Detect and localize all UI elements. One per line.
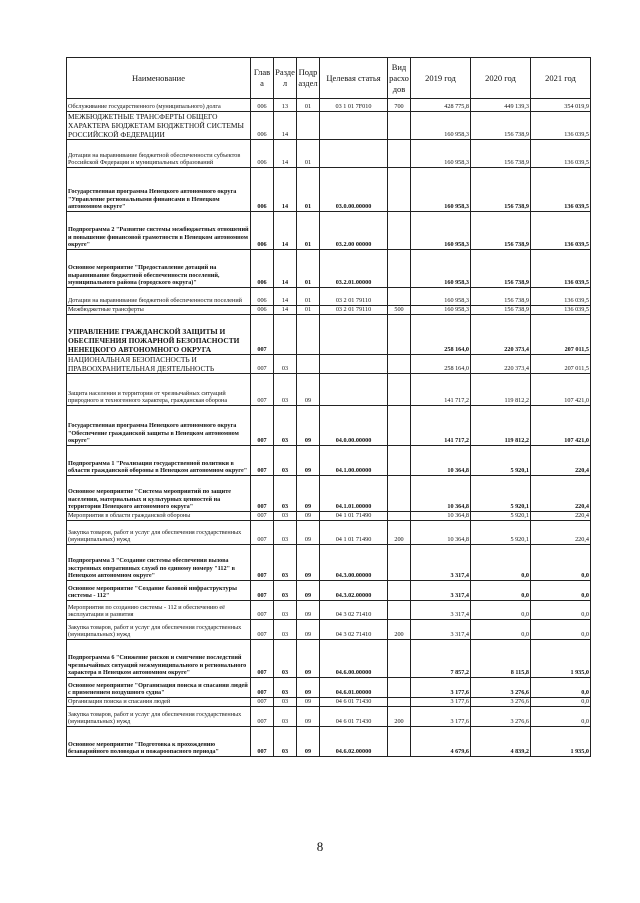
table-row [67, 512, 591, 521]
row-target-article-cell: 03.2.00 00000 [320, 212, 388, 250]
row-2019-cell: 10 364,8 [411, 512, 471, 521]
row-2021-cell: 0,0 [531, 601, 591, 620]
row-2020-cell: 3 276,6 [471, 698, 531, 707]
row-razdel-cell: 03 [274, 698, 297, 707]
row-podrazdel-cell: 09 [297, 698, 320, 707]
row-expense-type-cell [388, 601, 411, 620]
row-glava-cell: 006 [251, 140, 274, 168]
budget-table [66, 57, 591, 757]
row-2021-cell: 136 039,5 [531, 288, 591, 306]
row-expense-type-cell [388, 168, 411, 212]
row-podrazdel-cell: 09 [297, 545, 320, 581]
row-expense-type-cell [388, 640, 411, 678]
row-target-article-cell: 03 2 01 79110 [320, 306, 388, 315]
row-2019-cell: 3 317,4 [411, 601, 471, 620]
row-target-article-cell: 04 1 01 71490 [320, 512, 388, 521]
row-2019-cell: 3 317,4 [411, 620, 471, 640]
row-expense-type-cell: 700 [388, 99, 411, 112]
row-2021-cell: 354 019,9 [531, 99, 591, 112]
row-podrazdel-cell: 01 [297, 250, 320, 288]
row-2020-cell: 3 276,6 [471, 707, 531, 727]
row-2021-cell: 1 935,0 [531, 640, 591, 678]
row-podrazdel-cell: 09 [297, 640, 320, 678]
row-podrazdel-cell: 09 [297, 620, 320, 640]
row-target-article-cell: 04 6 01 71430 [320, 707, 388, 727]
row-expense-type-cell [388, 512, 411, 521]
table-header-row [67, 58, 591, 99]
row-2019-cell: 258 164,0 [411, 355, 471, 374]
row-2020-cell: 0,0 [471, 601, 531, 620]
row-2020-cell: 156 738,9 [471, 250, 531, 288]
row-razdel-cell: 03 [274, 640, 297, 678]
row-2021-cell: 220,4 [531, 521, 591, 545]
row-2021-cell: 0,0 [531, 678, 591, 698]
col-header-2019: 2019 год [411, 58, 471, 99]
row-expense-type-cell: 500 [388, 306, 411, 315]
row-2021-cell: 136 039,5 [531, 140, 591, 168]
row-2019-cell: 3 317,4 [411, 581, 471, 601]
table-row [67, 288, 591, 306]
row-2021-cell: 207 011,5 [531, 355, 591, 374]
row-target-article-cell: 04.1.00.00000 [320, 446, 388, 476]
row-target-article-cell: 04 1 01 71490 [320, 521, 388, 545]
row-target-article-cell [320, 374, 388, 406]
row-2019-cell: 160 958,3 [411, 250, 471, 288]
row-2020-cell: 5 920,1 [471, 512, 531, 521]
row-name-cell: МЕЖБЮДЖЕТНЫЕ ТРАНСФЕРТЫ ОБЩЕГО ХАРАКТЕРА БЮДЖЕТАМ БЮДЖЕТНОЙ СИСТЕМЫ РОССИЙСКОЙ ФЕДЕРАЦИИ [67, 112, 251, 140]
row-razdel-cell: 03 [274, 581, 297, 601]
row-2020-cell: 3 276,6 [471, 678, 531, 698]
row-2019-cell: 7 857,2 [411, 640, 471, 678]
row-expense-type-cell [388, 545, 411, 581]
table-row [67, 250, 591, 288]
row-razdel-cell: 03 [274, 678, 297, 698]
row-name-cell: Закупка товаров, работ и услуг для обеспечения государственных (муниципальных) нужд [67, 707, 251, 727]
row-expense-type-cell [388, 727, 411, 757]
row-2021-cell: 220,4 [531, 476, 591, 512]
table-row [67, 446, 591, 476]
row-razdel-cell: 03 [274, 521, 297, 545]
row-name-cell: Основное мероприятие "Создание базовой инфраструктуры системы - 112" [67, 581, 251, 601]
row-name-cell: УПРАВЛЕНИЕ ГРАЖДАНСКОЙ ЗАЩИТЫ И ОБЕСПЕЧЕНИЯ ПОЖАРНОЙ БЕЗОПАСНОСТИ НЕНЕЦКОГО АВТОНОМНОГО ОКРУГА [67, 315, 251, 355]
row-2021-cell: 1 935,0 [531, 727, 591, 757]
row-razdel-cell: 03 [274, 406, 297, 446]
row-2020-cell: 156 738,9 [471, 168, 531, 212]
row-target-article-cell: 03.2.01.00000 [320, 250, 388, 288]
col-header-razdel: Разде л [274, 58, 297, 99]
page-number: 8 [316, 839, 324, 854]
table-row [67, 727, 591, 757]
row-2020-cell: 5 920,1 [471, 521, 531, 545]
row-name-cell: Защита населения и территории от чрезвычайных ситуаций природного и техногенного характера, гражданская оборона [67, 374, 251, 406]
col-header-podrazdel: Подр аздел [297, 58, 320, 99]
table-row [67, 374, 591, 406]
row-2019-cell: 4 679,6 [411, 727, 471, 757]
row-2019-cell: 10 364,8 [411, 446, 471, 476]
row-razdel-cell [274, 315, 297, 355]
table-row [67, 168, 591, 212]
table-row [67, 140, 591, 168]
row-2020-cell: 119 812,2 [471, 406, 531, 446]
row-expense-type-cell [388, 476, 411, 512]
row-2020-cell: 156 738,9 [471, 140, 531, 168]
row-glava-cell: 007 [251, 512, 274, 521]
row-glava-cell: 006 [251, 168, 274, 212]
row-podrazdel-cell: 09 [297, 678, 320, 698]
row-expense-type-cell [388, 581, 411, 601]
row-podrazdel-cell: 01 [297, 99, 320, 112]
row-2020-cell: 156 738,9 [471, 212, 531, 250]
row-expense-type-cell [388, 212, 411, 250]
table-row [67, 640, 591, 678]
row-podrazdel-cell: 09 [297, 707, 320, 727]
table-row [67, 521, 591, 545]
row-name-cell: Основное мероприятие "Организация поиска и спасания людей с применением воздушного судна" [67, 678, 251, 698]
row-expense-type-cell [388, 250, 411, 288]
row-target-article-cell: 03 1 01 7F010 [320, 99, 388, 112]
row-2019-cell: 10 364,8 [411, 476, 471, 512]
col-header-expense-type: Вид расхо дов [388, 58, 411, 99]
row-glava-cell: 007 [251, 678, 274, 698]
row-expense-type-cell [388, 112, 411, 140]
row-name-cell: Обслуживание государственного (муниципального) долга [67, 99, 251, 112]
row-target-article-cell: 04.3.02.00000 [320, 581, 388, 601]
row-razdel-cell: 14 [274, 212, 297, 250]
row-2021-cell: 107 421,0 [531, 374, 591, 406]
row-expense-type-cell [388, 288, 411, 306]
table-row [67, 212, 591, 250]
row-podrazdel-cell: 09 [297, 581, 320, 601]
row-glava-cell: 006 [251, 288, 274, 306]
row-glava-cell: 007 [251, 545, 274, 581]
row-glava-cell: 007 [251, 581, 274, 601]
table-row [67, 306, 591, 315]
row-name-cell: Организация поиска и спасания людей [67, 698, 251, 707]
row-target-article-cell: 04 6 01 71430 [320, 698, 388, 707]
row-name-cell: Основное мероприятие "Система мероприятий по защите населения, материальных и культурных ценностей на территории Ненецкого автономного округа" [67, 476, 251, 512]
row-target-article-cell: 03.0.00.00000 [320, 168, 388, 212]
row-podrazdel-cell: 01 [297, 140, 320, 168]
row-name-cell: Мероприятия по созданию системы - 112 и обеспечению её эксплуатации и развития [67, 601, 251, 620]
row-2021-cell: 0,0 [531, 545, 591, 581]
table-row [67, 698, 591, 707]
row-razdel-cell: 03 [274, 601, 297, 620]
budget-table-sheet [66, 57, 590, 757]
row-podrazdel-cell [297, 112, 320, 140]
row-podrazdel-cell: 01 [297, 306, 320, 315]
row-razdel-cell: 03 [274, 355, 297, 374]
row-expense-type-cell [388, 315, 411, 355]
col-header-glava: Глав а [251, 58, 274, 99]
table-row [67, 620, 591, 640]
row-razdel-cell: 03 [274, 476, 297, 512]
row-podrazdel-cell: 09 [297, 521, 320, 545]
row-glava-cell: 007 [251, 521, 274, 545]
row-podrazdel-cell [297, 315, 320, 355]
row-razdel-cell: 14 [274, 168, 297, 212]
row-glava-cell: 006 [251, 306, 274, 315]
row-2019-cell: 3 317,4 [411, 545, 471, 581]
row-2021-cell: 0,0 [531, 707, 591, 727]
row-2021-cell: 136 039,5 [531, 306, 591, 315]
row-expense-type-cell [388, 374, 411, 406]
row-expense-type-cell: 200 [388, 521, 411, 545]
row-2019-cell: 428 775,8 [411, 99, 471, 112]
row-razdel-cell: 03 [274, 446, 297, 476]
row-target-article-cell [320, 112, 388, 140]
col-header-2020: 2020 год [471, 58, 531, 99]
row-podrazdel-cell: 01 [297, 168, 320, 212]
row-2020-cell: 156 738,9 [471, 112, 531, 140]
table-row [67, 476, 591, 512]
row-target-article-cell: 04.1.01.00000 [320, 476, 388, 512]
row-name-cell: Мероприятия в области гражданской обороны [67, 512, 251, 521]
row-2020-cell: 449 139,3 [471, 99, 531, 112]
row-name-cell: Закупка товаров, работ и услуг для обеспечения государственных (муниципальных) нужд [67, 521, 251, 545]
row-podrazdel-cell: 09 [297, 406, 320, 446]
row-name-cell: Государственная программа Ненецкого автономного округа "Обеспечение гражданской защиты в Ненецком автономном округе" [67, 406, 251, 446]
row-name-cell: Закупка товаров, работ и услуг для обеспечения государственных (муниципальных) нужд [67, 620, 251, 640]
table-row [67, 581, 591, 601]
row-glava-cell: 006 [251, 112, 274, 140]
row-2021-cell: 107 421,0 [531, 406, 591, 446]
table-row [67, 112, 591, 140]
row-podrazdel-cell [297, 355, 320, 374]
row-expense-type-cell [388, 678, 411, 698]
row-glava-cell: 006 [251, 99, 274, 112]
row-target-article-cell: 04 3 02 71410 [320, 601, 388, 620]
row-name-cell: Подпрограмма 3 "Создание системы обеспечения вызова экстренных оперативных служб по единому номеру "112" в Ненецком автономном округе" [67, 545, 251, 581]
row-podrazdel-cell: 09 [297, 512, 320, 521]
row-2020-cell: 220 373,4 [471, 355, 531, 374]
row-glava-cell: 007 [251, 707, 274, 727]
row-podrazdel-cell: 01 [297, 212, 320, 250]
row-glava-cell: 006 [251, 212, 274, 250]
row-2019-cell: 141 717,2 [411, 406, 471, 446]
row-razdel-cell: 03 [274, 545, 297, 581]
table-row [67, 406, 591, 446]
row-target-article-cell: 04.6.00.00000 [320, 640, 388, 678]
row-2021-cell: 0,0 [531, 698, 591, 707]
row-2019-cell: 160 958,3 [411, 168, 471, 212]
row-2020-cell: 8 115,8 [471, 640, 531, 678]
row-expense-type-cell [388, 140, 411, 168]
row-glava-cell: 007 [251, 620, 274, 640]
table-row [67, 545, 591, 581]
row-glava-cell: 007 [251, 601, 274, 620]
row-2019-cell: 3 177,6 [411, 707, 471, 727]
row-2020-cell: 156 738,9 [471, 306, 531, 315]
row-2020-cell: 5 920,1 [471, 446, 531, 476]
row-glava-cell: 007 [251, 355, 274, 374]
row-2019-cell: 160 958,3 [411, 288, 471, 306]
row-glava-cell: 007 [251, 640, 274, 678]
row-glava-cell: 007 [251, 406, 274, 446]
table-row [67, 355, 591, 374]
row-name-cell: Подпрограмма 6 "Снижение рисков и смягчение последствий чрезвычайных ситуаций межмуниципального и регионального характера в Ненецком автономном округе" [67, 640, 251, 678]
row-2019-cell: 3 177,6 [411, 698, 471, 707]
row-razdel-cell: 14 [274, 112, 297, 140]
row-2020-cell: 0,0 [471, 545, 531, 581]
row-razdel-cell: 14 [274, 306, 297, 315]
row-2019-cell: 160 958,3 [411, 140, 471, 168]
row-expense-type-cell [388, 406, 411, 446]
row-razdel-cell: 03 [274, 512, 297, 521]
row-glava-cell: 007 [251, 374, 274, 406]
row-target-article-cell [320, 355, 388, 374]
row-name-cell: НАЦИОНАЛЬНАЯ БЕЗОПАСНОСТЬ И ПРАВООХРАНИТЕЛЬНАЯ ДЕЯТЕЛЬНОСТЬ [67, 355, 251, 374]
row-expense-type-cell [388, 698, 411, 707]
table-row [67, 601, 591, 620]
row-2019-cell: 160 958,3 [411, 112, 471, 140]
row-name-cell: Основное мероприятие "Предоставление дотаций на выравнивание бюджетной обеспеченности поселений, муниципального района (городского округа)" [67, 250, 251, 288]
row-target-article-cell: 03 2 01 79110 [320, 288, 388, 306]
row-2020-cell: 5 920,1 [471, 476, 531, 512]
row-2020-cell: 0,0 [471, 620, 531, 640]
row-2021-cell: 136 039,5 [531, 112, 591, 140]
row-2021-cell: 220,4 [531, 446, 591, 476]
table-row [67, 678, 591, 698]
row-podrazdel-cell: 09 [297, 446, 320, 476]
row-2020-cell: 119 812,2 [471, 374, 531, 406]
table-row [67, 707, 591, 727]
row-target-article-cell: 04.0.00.00000 [320, 406, 388, 446]
table-row [67, 315, 591, 355]
col-header-name: Наименование [67, 58, 251, 99]
row-glava-cell: 007 [251, 476, 274, 512]
row-2021-cell: 136 039,5 [531, 250, 591, 288]
row-name-cell: Государственная программа Ненецкого автономного округа "Управление региональными финансами в Ненецком автономном округе" [67, 168, 251, 212]
row-2019-cell: 141 717,2 [411, 374, 471, 406]
row-2021-cell: 136 039,5 [531, 168, 591, 212]
row-razdel-cell: 03 [274, 374, 297, 406]
row-expense-type-cell [388, 355, 411, 374]
row-2020-cell: 0,0 [471, 581, 531, 601]
row-razdel-cell: 14 [274, 140, 297, 168]
row-podrazdel-cell: 09 [297, 727, 320, 757]
row-2019-cell: 3 177,6 [411, 678, 471, 698]
row-podrazdel-cell: 09 [297, 374, 320, 406]
row-podrazdel-cell: 09 [297, 601, 320, 620]
row-glava-cell: 007 [251, 698, 274, 707]
row-expense-type-cell: 200 [388, 620, 411, 640]
row-glava-cell: 006 [251, 250, 274, 288]
row-target-article-cell: 04.6.01.00000 [320, 678, 388, 698]
row-target-article-cell: 04.6.02.00000 [320, 727, 388, 757]
row-2020-cell: 220 373,4 [471, 315, 531, 355]
row-2019-cell: 160 958,3 [411, 212, 471, 250]
row-name-cell: Подпрограмма 2 "Развитие системы межбюджетных отношений и повышение финансовой грамотности в Ненецком автономном округе" [67, 212, 251, 250]
row-target-article-cell [320, 140, 388, 168]
row-name-cell: Основное мероприятие "Подготовка к прохождению безаварийного половодья и пожароопасного периода" [67, 727, 251, 757]
row-target-article-cell: 04 3 02 71410 [320, 620, 388, 640]
row-expense-type-cell [388, 446, 411, 476]
row-expense-type-cell: 200 [388, 707, 411, 727]
row-2019-cell: 10 364,8 [411, 521, 471, 545]
row-razdel-cell: 03 [274, 707, 297, 727]
row-2021-cell: 0,0 [531, 620, 591, 640]
row-podrazdel-cell: 09 [297, 476, 320, 512]
row-glava-cell: 007 [251, 446, 274, 476]
row-razdel-cell: 14 [274, 288, 297, 306]
col-header-2021: 2021 год [531, 58, 591, 99]
row-glava-cell: 007 [251, 727, 274, 757]
row-name-cell: Дотации на выравнивание бюджетной обеспеченности субъектов Российской Федерации и муниципальных образований [67, 140, 251, 168]
row-name-cell: Подпрограмма 1 "Реализация государственной политики в области гражданской обороны в Ненецком автономном округе" [67, 446, 251, 476]
row-2021-cell: 207 011,5 [531, 315, 591, 355]
table-row [67, 99, 591, 112]
row-2021-cell: 136 039,5 [531, 212, 591, 250]
row-name-cell: Межбюджетные трансферты [67, 306, 251, 315]
row-glava-cell: 007 [251, 315, 274, 355]
row-razdel-cell: 14 [274, 250, 297, 288]
row-2020-cell: 4 839,2 [471, 727, 531, 757]
row-2019-cell: 258 164,0 [411, 315, 471, 355]
row-target-article-cell [320, 315, 388, 355]
col-header-target-article: Целевая статья [320, 58, 388, 99]
row-target-article-cell: 04.3.00.00000 [320, 545, 388, 581]
row-razdel-cell: 13 [274, 99, 297, 112]
row-2021-cell: 220,4 [531, 512, 591, 521]
row-razdel-cell: 03 [274, 727, 297, 757]
row-2020-cell: 156 738,9 [471, 288, 531, 306]
row-2021-cell: 0,0 [531, 581, 591, 601]
row-razdel-cell: 03 [274, 620, 297, 640]
row-2019-cell: 160 958,3 [411, 306, 471, 315]
table-body [67, 99, 591, 757]
row-name-cell: Дотации на выравнивание бюджетной обеспеченности поселений [67, 288, 251, 306]
row-podrazdel-cell: 01 [297, 288, 320, 306]
